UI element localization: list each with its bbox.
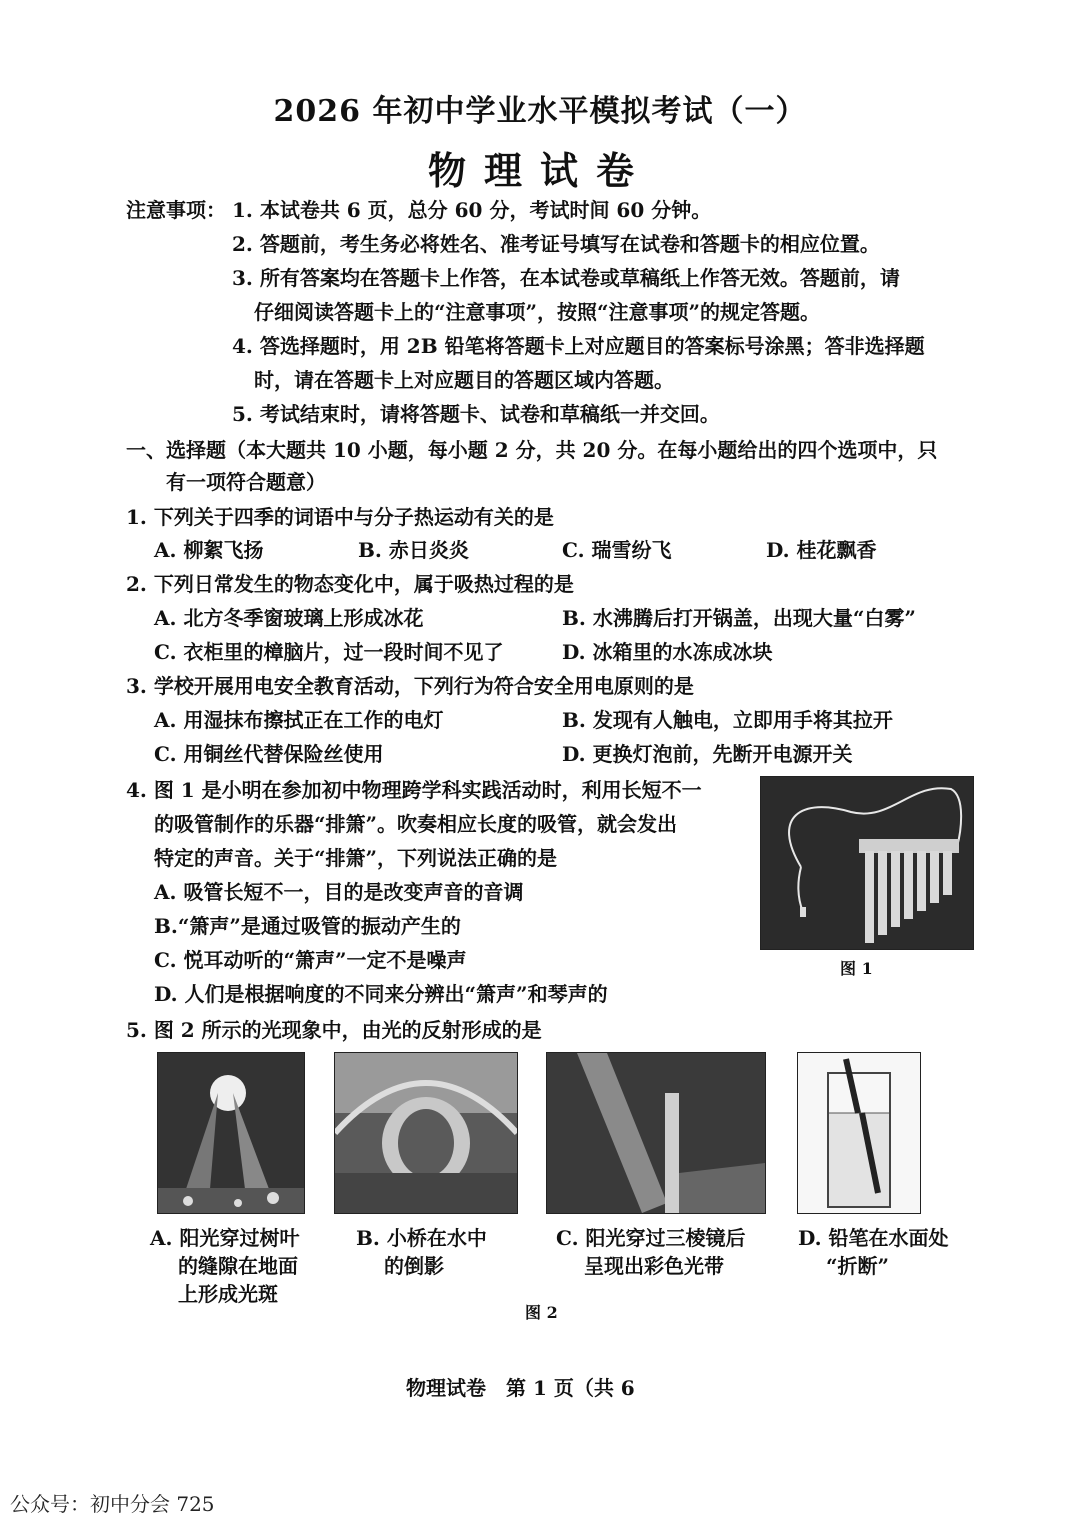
question-stem: 2. 下列日常发生的物态变化中，属于吸热过程的是 — [126, 572, 574, 596]
option-c: C. 用铜丝代替保险丝使用 — [154, 742, 384, 766]
option-c: C. 悦耳动听的“箫声”一定不是噪声 — [154, 948, 467, 972]
notes-label: 注意事项： — [126, 198, 226, 222]
section-heading: 一、选择题（本大题共 10 小题，每小题 2 分，共 20 分。在每小题给出的四个选项中，只 — [126, 438, 938, 462]
option-c: C. 衣柜里的樟脑片，过一段时间不见了 — [154, 640, 504, 664]
option-a: A. 用湿抹布擦拭正在工作的电灯 — [154, 708, 444, 732]
figure-2b-bridge-reflection-image — [334, 1052, 518, 1214]
option-b: B.“箫声”是通过吸管的振动产生的 — [154, 914, 461, 938]
caption-a: A. 阳光穿过树叶 — [150, 1226, 300, 1250]
question-stem: 3. 学校开展用电安全教育活动，下列行为符合安全用电原则的是 — [126, 674, 694, 698]
note-item: 4. 答选择题时，用 2B 铅笔将答题卡上对应题目的答案标号涂黑；答非选择题 — [232, 334, 925, 358]
question-stem: 4. 图 1 是小明在参加初中物理跨学科实践活动时，利用长短不一 — [126, 778, 702, 802]
figure-2c-prism-spectrum-image — [546, 1052, 766, 1214]
figure-2d-pencil-in-water-image — [797, 1052, 921, 1214]
caption-b: 的倒影 — [384, 1254, 444, 1278]
option-b: B. 赤日炎炎 — [358, 538, 469, 562]
option-c: C. 瑞雪纷飞 — [562, 538, 672, 562]
question-stem-cont: 的吸管制作的乐器“排箫”。吹奏相应长度的吸管，就会发出 — [154, 812, 678, 836]
subject-title: 物理试卷 — [427, 148, 652, 193]
note-item: 时，请在答题卡上对应题目的答题区域内答题。 — [254, 368, 674, 392]
note-item: 仔细阅读答题卡上的“注意事项”，按照“注意事项”的规定答题。 — [254, 300, 821, 324]
section-heading-cont: 有一项符合题意） — [166, 470, 326, 494]
caption-d: D. 铅笔在水面处 — [798, 1226, 949, 1250]
page-footer: 物理试卷 第 1 页（共 6 — [406, 1376, 635, 1400]
caption-d: “折断” — [826, 1254, 890, 1278]
caption-a: 上形成光斑 — [178, 1282, 278, 1306]
option-b: B. 水沸腾后打开锅盖，出现大量“白雾” — [562, 606, 916, 630]
option-d: D. 桂花飘香 — [766, 538, 877, 562]
question-stem-cont: 特定的声音。关于“排箫”，下列说法正确的是 — [154, 846, 558, 870]
option-a: A. 吸管长短不一，目的是改变声音的音调 — [154, 880, 524, 904]
option-d: D. 人们是根据响度的不同来分辨出“箫声”和琴声的 — [154, 982, 608, 1006]
note-item: 1. 本试卷共 6 页，总分 60 分，考试时间 60 分钟。 — [232, 198, 712, 222]
question-stem: 5. 图 2 所示的光现象中，由光的反射形成的是 — [126, 1018, 542, 1042]
figure-1-label: 图 1 — [840, 959, 873, 978]
caption-c: 呈现出彩色光带 — [584, 1254, 724, 1278]
caption-a: 的缝隙在地面 — [178, 1254, 298, 1278]
figure-2-label: 图 2 — [525, 1303, 558, 1322]
option-a: A. 北方冬季窗玻璃上形成冰花 — [154, 606, 424, 630]
watermark-text: 公众号：初中分会 725 — [10, 1492, 215, 1516]
question-stem: 1. 下列关于四季的词语中与分子热运动有关的是 — [126, 505, 554, 529]
figure-2a-sunlight-through-leaves-image — [157, 1052, 305, 1214]
option-b: B. 发现有人触电，立即用手将其拉开 — [562, 708, 893, 732]
caption-b: B. 小桥在水中 — [356, 1226, 487, 1250]
exam-title: 2026 年初中学业水平模拟考试（一） — [273, 94, 807, 129]
note-item: 3. 所有答案均在答题卡上作答，在本试卷或草稿纸上作答无效。答题前，请 — [232, 266, 900, 290]
note-item: 5. 考试结束时，请将答题卡、试卷和草稿纸一并交回。 — [232, 402, 720, 426]
option-d: D. 更换灯泡前，先断开电源开关 — [562, 742, 853, 766]
caption-c: C. 阳光穿过三棱镜后 — [556, 1226, 746, 1250]
option-d: D. 冰箱里的水冻成冰块 — [562, 640, 773, 664]
figure-1-panflute-image — [760, 776, 974, 950]
note-item: 2. 答题前，考生务必将姓名、准考证号填写在试卷和答题卡的相应位置。 — [232, 232, 880, 256]
option-a: A. 柳絮飞扬 — [154, 538, 264, 562]
